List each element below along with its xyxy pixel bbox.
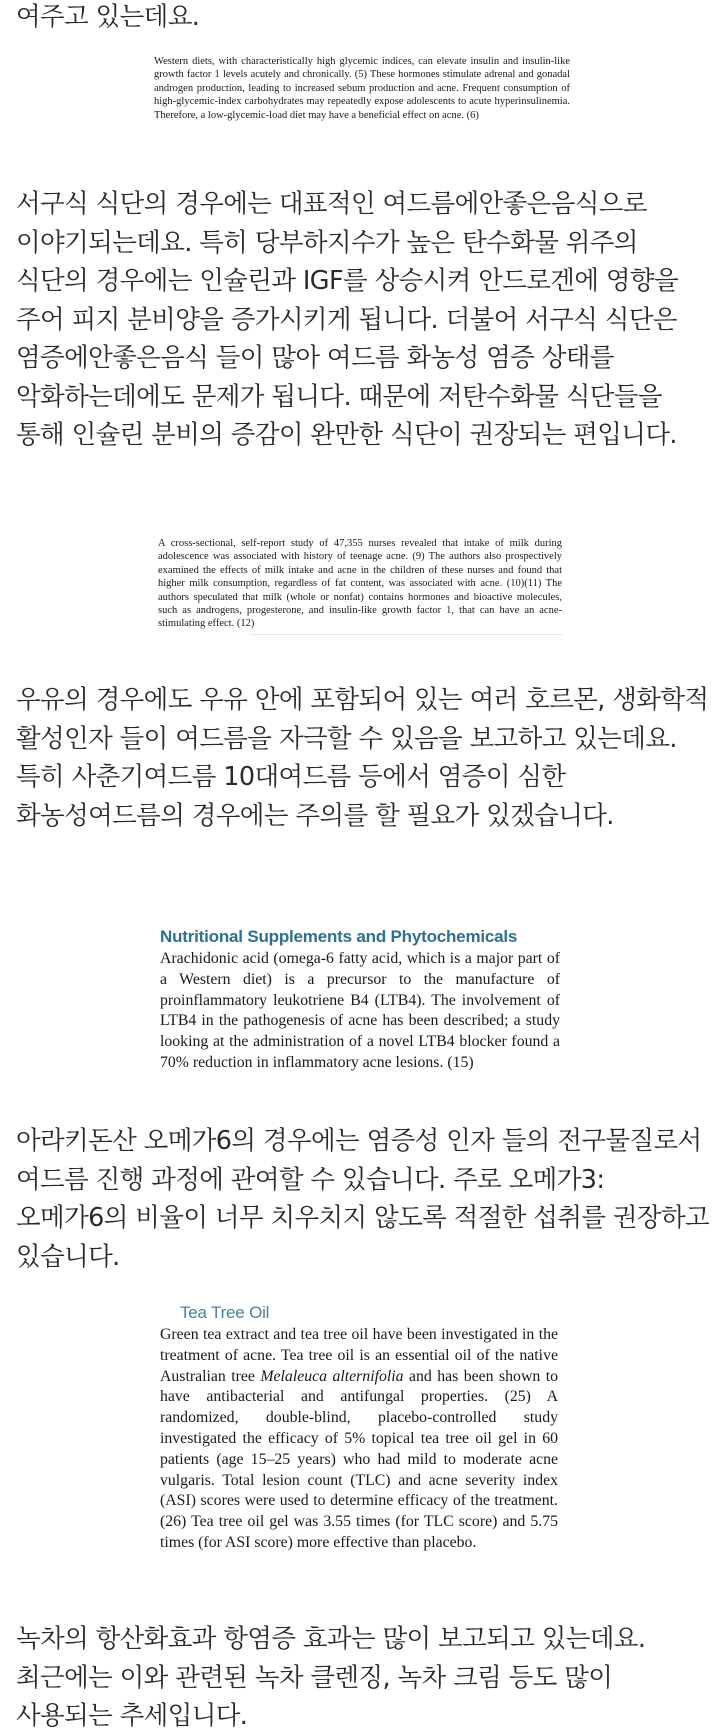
- paragraph-arachidonic: 아라키돈산 오메가6의 경우에는 염증성 인자 들의 전구물질로서 여드름 진행 과정에 관여할 수 있습니다. 주로 오메가3:오메가6의 비율이 너무 치우치지 않도록 적절한 섭취를 권장하고 있습니다.: [16, 1126, 710, 1272]
- excerpt-supplements: [160, 926, 560, 1074]
- paragraph-intro-tail: 여주고 있는데요.: [16, 2, 200, 32]
- excerpt-tea-tree: [160, 1302, 558, 1554]
- excerpt-milk-text: A cross-sectional, self-report study of 47,355 nurses revealed that intake of milk during adolescence was associated with history of teenage acne. (9) The authors also prospectively examined the effects of milk intake and acne in the children of these nurses and found that higher milk consumption, regardless of fat content, was associated with acne. (10)(11) The authors speculated that milk (whole or nonfat) contains hormones and bioactive molecules, such as androgens, progesterone, and insulin-like growth factor 1, that can have an acne-stimulating effect. (12): [158, 538, 562, 630]
- paragraph-green-tea: 녹차의 항산화효과 항염증 효과는 많이 보고되고 있는데요. 최근에는 이와 관련된 녹차 클렌징, 녹차 크림 등도 많이 사용되는 추세입니다.: [16, 1624, 646, 1731]
- excerpt-tea-tree-text: [160, 1325, 558, 1554]
- excerpt-tea-tree-text-b: and has been shown to have antibacterial and antifungal properties. (25) A randomized, double-blind, placebo-controlled study investigated the efficacy of 5% topical tea tree oil gel in 60 patients (age 15–25 years) who had mild to moderate acne vulgaris. Total lesion count (TLC) and acne severity index (ASI) scores were used to determine efficacy of the treatment. (26) Tea tree oil gel was 3.55 times (for TLC score) and 5.75 times (for ASI score) more effective than placebo.: [160, 1367, 558, 1551]
- excerpt-milk-bottom-divider: [250, 634, 562, 635]
- excerpt-supplements-heading: Nutritional Supplements and Phytochemicals: [160, 927, 518, 946]
- excerpt-tea-tree-text-a: Green tea extract and tea tree oil have been investigated in the treatment of acne. Tea tree oil is an essential oil of the native Australian tree: [160, 1326, 558, 1385]
- excerpt-western-diet: [154, 55, 570, 122]
- paragraph-western-diet: 서구식 식단의 경우에는 대표적인 여드름에안좋은음식으로 이야기되는데요. 특히 당부하지수가 높은 탄수화물 위주의 식단의 경우에는 인슐린과 IGF를 상승시켜 안드로겐에 영향을 주어 피지 분비양을 증가시키게 됩니다. 더불어 서구식 식단은 염증에안좋은음식 들이 많아 여드름 화농성 염증 상태를 악화하는데에도 문제가 됩니다. 때문에 저탄수화물 식단들을 통해 인슐린 분비의 증감이 완만한 식단이 권장되는 편입니다.: [16, 189, 678, 450]
- excerpt-milk: [158, 537, 562, 631]
- excerpt-tea-tree-heading: Tea Tree Oil: [180, 1303, 270, 1322]
- paragraph-milk: 우유의 경우에도 우유 안에 포함되어 있는 여러 호르몬, 생화학적 활성인자 들이 여드름을 자극할 수 있음을 보고하고 있는데요. 특히 사춘기여드름 10대여드름 등에서 염증이 심한 화농성여드름의 경우에는 주의를 할 필요가 있겠습니다.: [16, 685, 709, 831]
- excerpt-western-diet-text: Western diets, with characteristically high glycemic indices, can elevate insulin and insulin-like growth factor 1 levels acutely and chronically. (5) These hormones stimulate adrenal and gonadal androgen production, leading to increased sebum production and acne. Frequent consumption of high-glycemic-index carbohydrates may repeatedly expose adolescents to acute hyperinsulinemia. Therefore, a low-glycemic-load diet may have a beneficial effect on acne. (6): [154, 56, 570, 121]
- excerpt-tea-tree-species: Melaleuca alternifolia: [260, 1367, 404, 1385]
- excerpt-supplements-text: Arachidonic acid (omega-6 fatty acid, which is a major part of a Western diet) is a precursor to the manufacture of proinflammatory leukotriene B4 (LTB4). The involvement of LTB4 in the pathogenesis of acne has been described; a study looking at the administration of a novel LTB4 blocker found a 70% reduction in inflammatory acne lesions. (15): [160, 950, 560, 1071]
